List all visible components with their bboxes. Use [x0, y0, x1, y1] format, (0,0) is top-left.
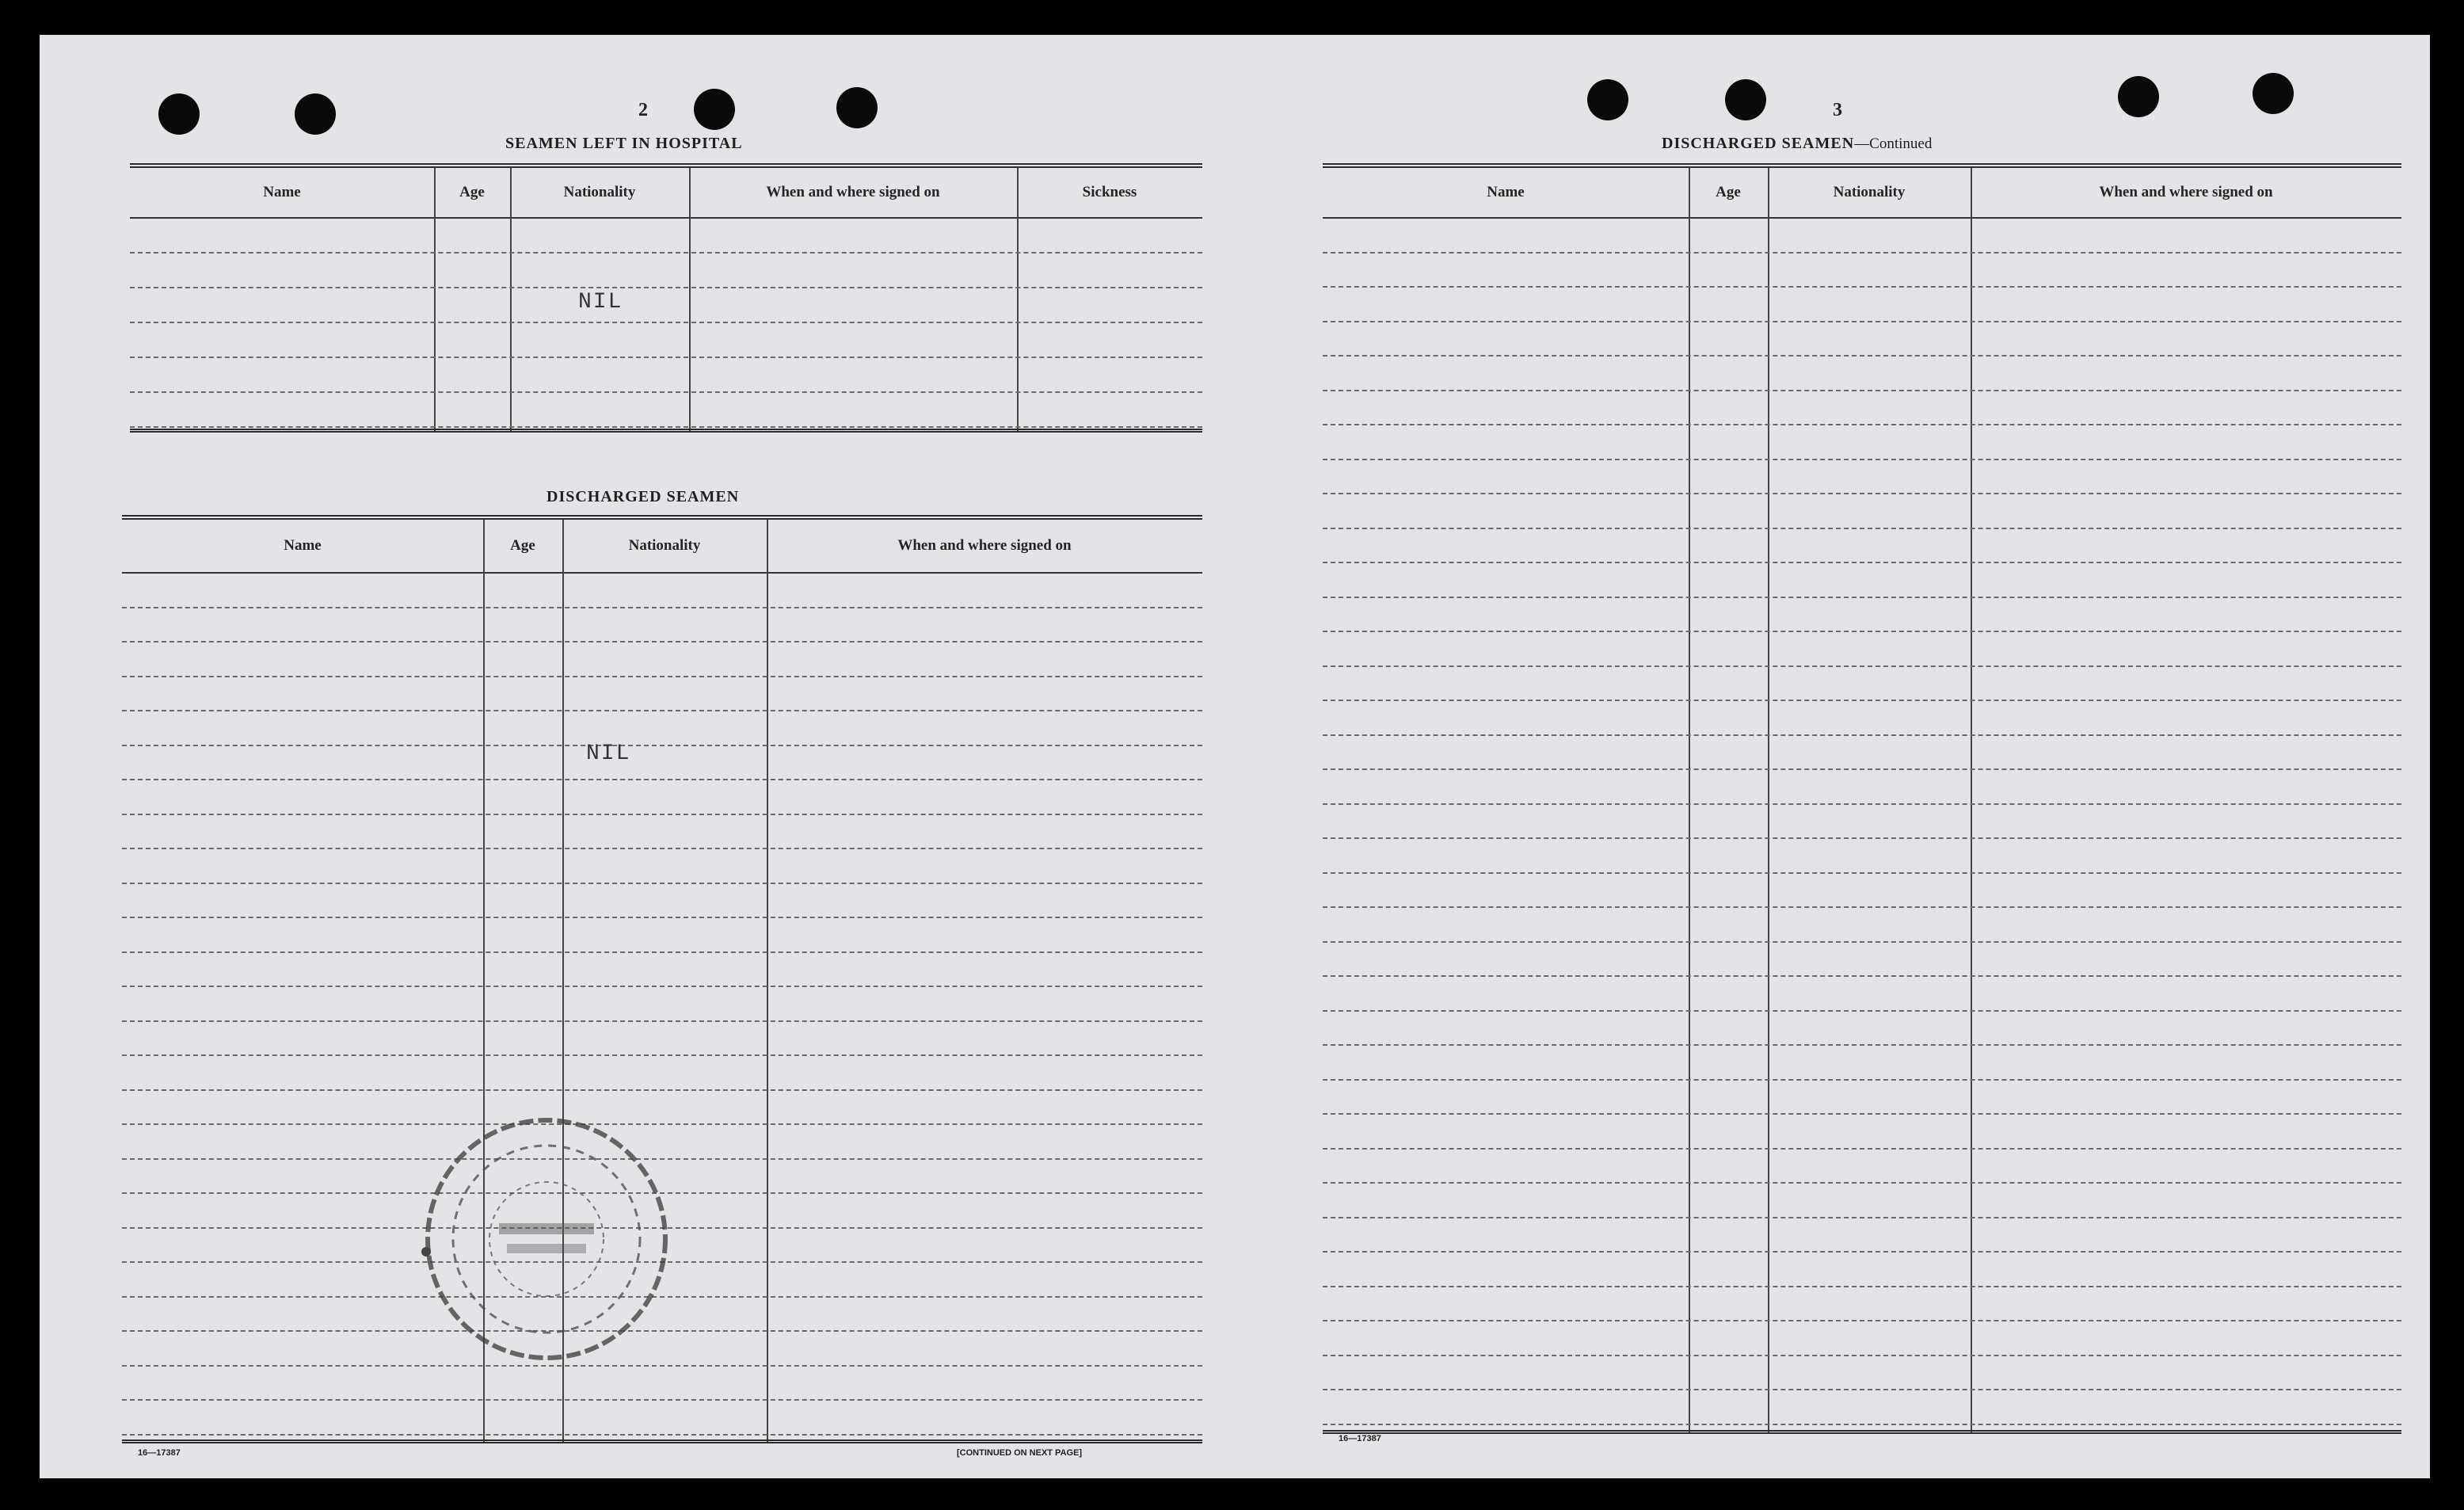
discharged-table-header [122, 520, 1202, 574]
ruled-line [1323, 1079, 2401, 1081]
ruled-line [1323, 631, 2401, 632]
ruled-line [1323, 1010, 2401, 1012]
discharged-continued-table-rows [1323, 217, 2401, 1434]
ruled-line [1323, 459, 2401, 460]
hospital-nil-entry: NIL [578, 290, 623, 315]
ruled-line [122, 883, 1202, 884]
table-bottom-rule [1323, 1430, 2401, 1434]
punch-hole [1587, 79, 1628, 120]
hospital-table-header [130, 168, 1202, 219]
ruled-line [130, 357, 1202, 358]
ruled-line [1323, 941, 2401, 943]
footer-form-number-left: 16—17387 [138, 1448, 181, 1458]
column-header-nationality: Nationality [563, 184, 636, 200]
postmark-stamp [412, 1104, 681, 1374]
column-header-nationality: Nationality [1833, 184, 1906, 200]
ruled-line [122, 779, 1202, 780]
ruled-line [1323, 734, 2401, 736]
ruled-line [1323, 1320, 2401, 1321]
column-header-name: Name [1487, 184, 1525, 200]
ruled-line [122, 1054, 1202, 1056]
ruled-line [1323, 528, 2401, 529]
ruled-line [1323, 1286, 2401, 1287]
discharged-continued-suffix: —Continued [1854, 135, 1933, 152]
ruled-line [1323, 562, 2401, 563]
column-header-age: Age [510, 537, 535, 554]
ruled-line [1323, 837, 2401, 839]
ruled-line [1323, 597, 2401, 598]
ruled-line [1323, 321, 2401, 322]
table-bottom-rule [122, 1439, 1202, 1443]
ruled-line [1323, 803, 2401, 805]
ruled-line [1323, 252, 2401, 254]
ruled-line [122, 951, 1202, 953]
punch-hole [2118, 76, 2159, 117]
column-header-age: Age [459, 184, 485, 200]
discharged-continued-table [1323, 163, 2401, 1434]
footer-continued-note: [CONTINUED ON NEXT PAGE] [957, 1448, 1083, 1458]
ruled-line [1323, 1424, 2401, 1425]
ruled-line [122, 917, 1202, 918]
ruled-line [122, 986, 1202, 987]
ruled-line [122, 1399, 1202, 1401]
punch-hole [2253, 73, 2294, 114]
discharged-nil-entry: NIL [586, 742, 631, 766]
column-header-signed-on: When and where signed on [2099, 184, 2273, 200]
ruled-line [1323, 975, 2401, 977]
hospital-table-rows [130, 217, 1202, 433]
ruled-line [122, 1089, 1202, 1091]
ruled-line [130, 252, 1202, 254]
ruled-line [122, 814, 1202, 815]
ruled-line [1323, 1251, 2401, 1253]
discharged-continued-title-main: DISCHARGED SEAMEN [1662, 135, 1855, 152]
ruled-line [1323, 1217, 2401, 1218]
ruled-line [1323, 665, 2401, 667]
punch-hole [836, 87, 878, 128]
ruled-line [130, 287, 1202, 288]
ruled-line [122, 676, 1202, 677]
ruled-line [1323, 1113, 2401, 1115]
ruled-line [1323, 1044, 2401, 1046]
punch-hole [694, 89, 735, 130]
ruled-line [1323, 355, 2401, 357]
page-number-left: 2 [638, 100, 648, 120]
ruled-line [122, 848, 1202, 849]
ruled-line [1323, 390, 2401, 391]
column-header-sickness: Sickness [1082, 184, 1137, 200]
ruled-line [130, 391, 1202, 393]
page-number-right: 3 [1833, 100, 1842, 120]
ruled-line [1323, 1148, 2401, 1150]
ruled-line [1323, 286, 2401, 288]
ruled-line [130, 322, 1202, 323]
discharged-section-title: DISCHARGED SEAMEN [546, 488, 740, 505]
punch-hole [295, 93, 336, 135]
ruled-line [122, 1434, 1202, 1436]
ruled-line [130, 426, 1202, 428]
ruled-line [1323, 872, 2401, 874]
column-header-nationality: Nationality [628, 537, 701, 554]
punch-hole [158, 93, 200, 135]
ruled-line [122, 641, 1202, 643]
column-header-name: Name [284, 537, 322, 554]
ruled-line [122, 607, 1202, 608]
column-header-signed-on: When and where signed on [766, 184, 940, 200]
ruled-line [1323, 1182, 2401, 1184]
ruled-line [122, 710, 1202, 711]
table-bottom-rule [130, 429, 1202, 433]
ruled-line [1323, 768, 2401, 770]
footer-form-number-right: 16—17387 [1339, 1434, 1381, 1443]
document-paper [40, 35, 2430, 1478]
column-header-age: Age [1716, 184, 1741, 200]
hospital-section-title: SEAMEN LEFT IN HOSPITAL [505, 135, 743, 152]
ruled-line [1323, 493, 2401, 494]
ruled-line [122, 745, 1202, 746]
hospital-table [130, 163, 1202, 433]
ruled-line [1323, 700, 2401, 701]
ruled-line [1323, 424, 2401, 425]
ruled-line [1323, 1355, 2401, 1356]
column-header-name: Name [263, 184, 301, 200]
ruled-line [1323, 906, 2401, 908]
discharged-continued-table-header [1323, 168, 2401, 219]
column-header-signed-on: When and where signed on [897, 537, 1072, 554]
ruled-line [1323, 1389, 2401, 1390]
ruled-line [122, 1020, 1202, 1022]
discharged-continued-title [1662, 135, 1932, 153]
punch-hole [1725, 79, 1766, 120]
